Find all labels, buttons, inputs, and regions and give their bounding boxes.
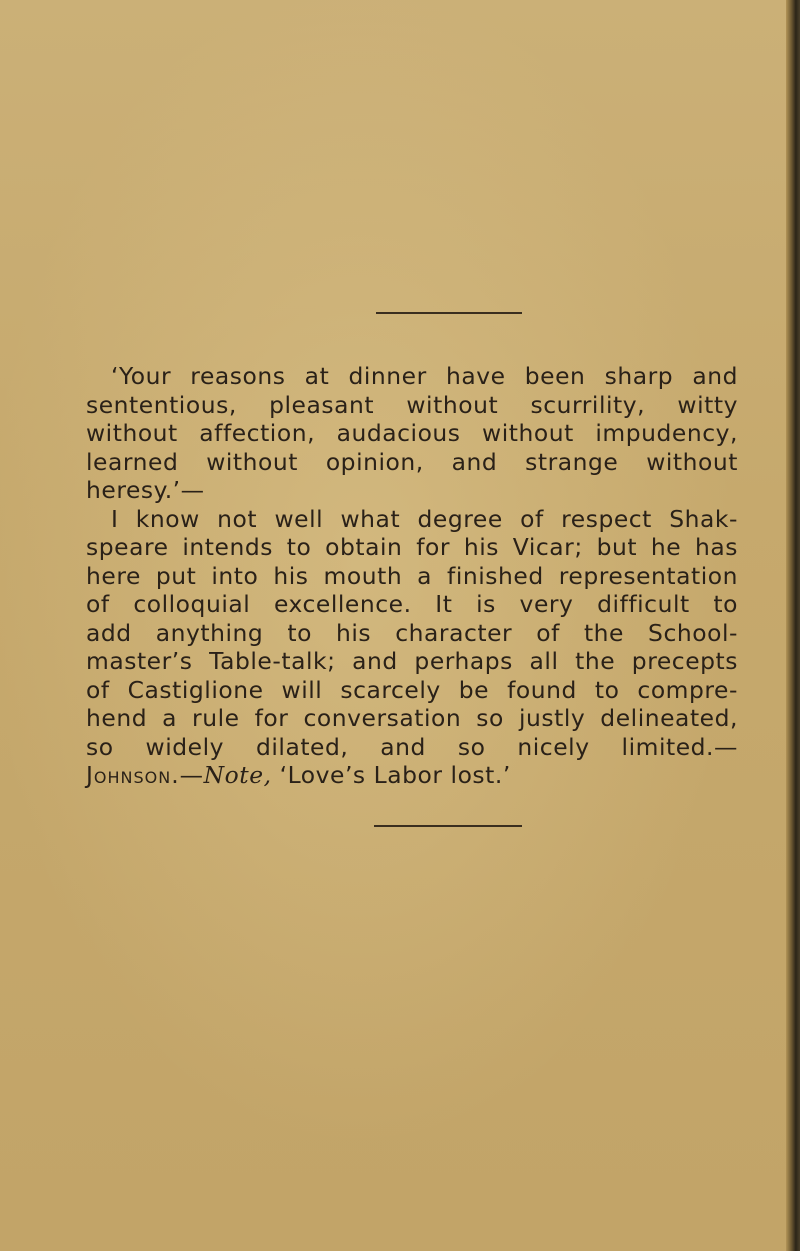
bottom-separator-rule: [374, 825, 522, 827]
top-separator-rule: [376, 312, 522, 314]
commentary-line-2: speare intends to obtain for his Vicar; but he has: [86, 533, 738, 561]
commentary-line-6: master’s Table-talk; and perhaps all the precepts: [86, 647, 738, 675]
quote-line-2: sententious, pleasant without scurrility, witty: [86, 390, 738, 419]
commentary-line-1: I know not well what degree of respect Shak-: [111, 504, 738, 533]
quote-line-5: heresy.’—: [86, 476, 205, 504]
commentary-line-4: of colloquial excellence. It is very difficult to: [86, 590, 738, 618]
attribution-source: ‘Love’s Labor lost.’: [279, 761, 511, 789]
commentary-line-3: here put into his mouth a finished representation: [86, 561, 738, 590]
quote-line-4: learned without opinion, and strange without: [86, 447, 738, 476]
commentary-line-9: so widely dilated, and so nicely limited.—: [86, 732, 738, 761]
attribution-author: Johnson.: [86, 761, 180, 789]
commentary-line-8: hend a rule for conversation so justly delineated,: [86, 704, 738, 732]
page-edge-shadow: [786, 0, 800, 1251]
attribution-line: [86, 761, 738, 790]
text-block: [86, 362, 738, 790]
commentary-line-5: add anything to his character of the School-: [86, 618, 738, 647]
attribution-note-label: Note,: [203, 761, 272, 789]
commentary-line-7: of Castiglione will scarcely be found to compre-: [86, 675, 738, 704]
quote-line-1: ‘Your reasons at dinner have been sharp and: [111, 362, 738, 390]
attribution-dash: —: [179, 761, 204, 789]
quote-line-3: without affection, audacious without impudency,: [86, 419, 738, 447]
